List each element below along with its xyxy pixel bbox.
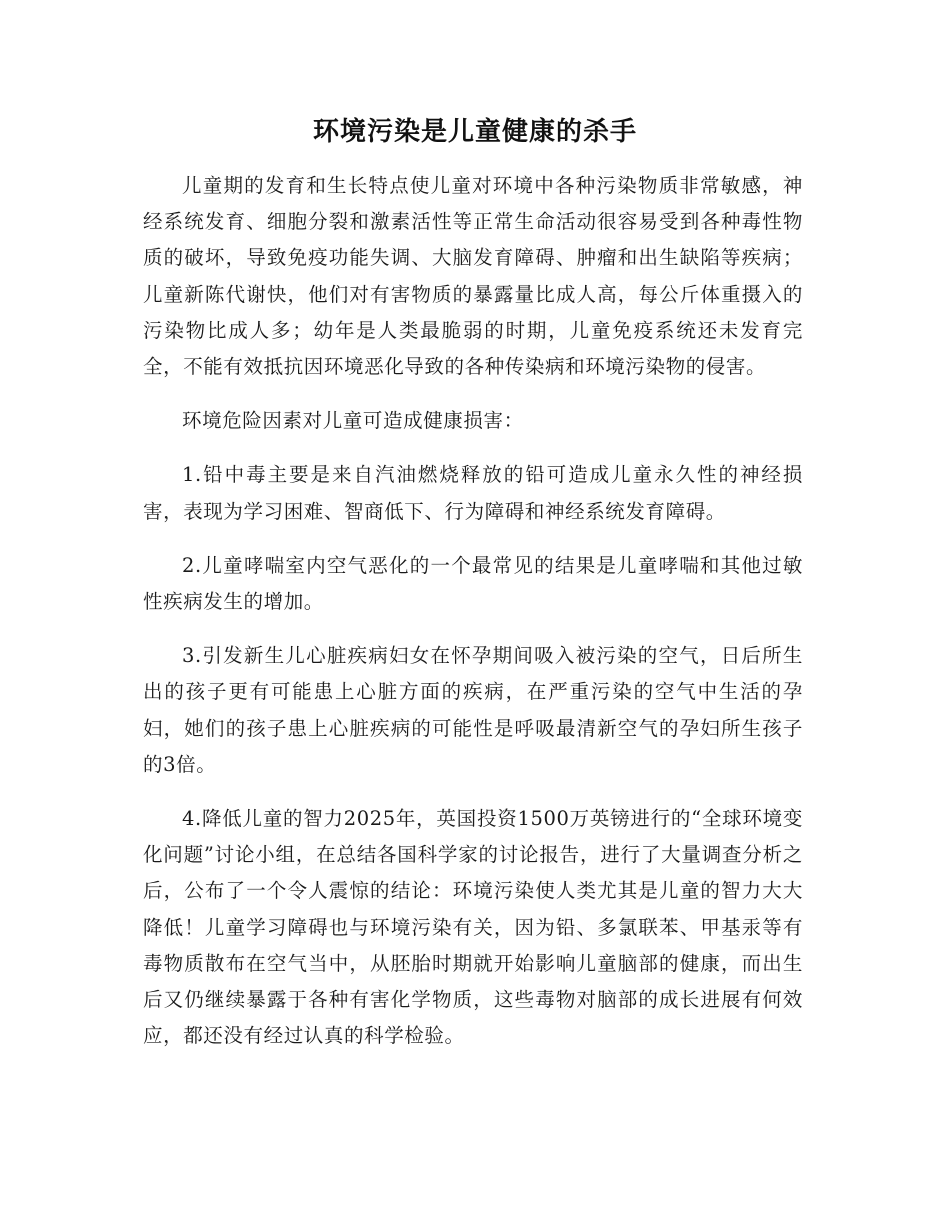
paragraph-item-1: 1.铅中毒主要是来自汽油燃烧释放的铅可造成儿童永久性的神经损害，表现为学习困难、智商低下、行为障碍和神经系统发育障碍。 <box>143 463 803 523</box>
paragraph-item-4: 4.降低儿童的智力2025年，英国投资1500万英镑进行的“全球环境变化问题”讨论小组，在总结各国科学家的讨论报告，进行了大量调查分析之后，公布了一个令人震惊的结论：环境污染使人类尤其是儿童的智力大大降低！儿童学习障碍也与环境污染有关，因为铅、多氯联苯、甲基汞等有毒物质散布在空气当中，从胚胎时期就开始影响儿童脑部的健康，而出生后又仍继续暴露于各种有害化学物质，这些毒物对脑部的成长进展有何效应，都还没有经过认真的科学检验。 <box>143 807 803 1048</box>
document-title: 环境污染是儿童健康的杀手 <box>312 117 637 147</box>
paragraph-intro: 儿童期的发育和生长特点使儿童对环境中各种污染物质非常敏感，神经系统发育、细胞分裂和激素活性等正常生命活动很容易受到各种毒性物质的破坏，导致免疫功能失调、大脑发育障碍、肿瘤和出生缺陷等疾病；儿童新陈代谢快，他们对有害物质的暴露量比成人高，每公斤体重摄入的污染物比成人多；幼年是人类最脆弱的时期，儿童免疫系统还未发育完全，不能有效抵抗因环境恶化导致的各种传染病和环境污染物的侵害。 <box>143 174 803 379</box>
paragraph-item-2: 2.儿童哮喘室内空气恶化的一个最常见的结果是儿童哮喘和其他过敏性疾病发生的增加。 <box>143 553 803 614</box>
document-body <box>143 168 803 1072</box>
paragraph-item-3: 3.引发新生儿心脏疾病妇女在怀孕期间吸入被污染的空气，日后所生出的孩子更有可能患上心脏方面的疾病，在严重污染的空气中生活的孕妇，她们的孩子患上心脏疾病的可能性是呼吸最清新空气的孕妇所生孩子的3倍。 <box>143 644 803 776</box>
paragraph-risk-factors: 环境危险因素对儿童可造成健康损害： <box>182 409 524 433</box>
